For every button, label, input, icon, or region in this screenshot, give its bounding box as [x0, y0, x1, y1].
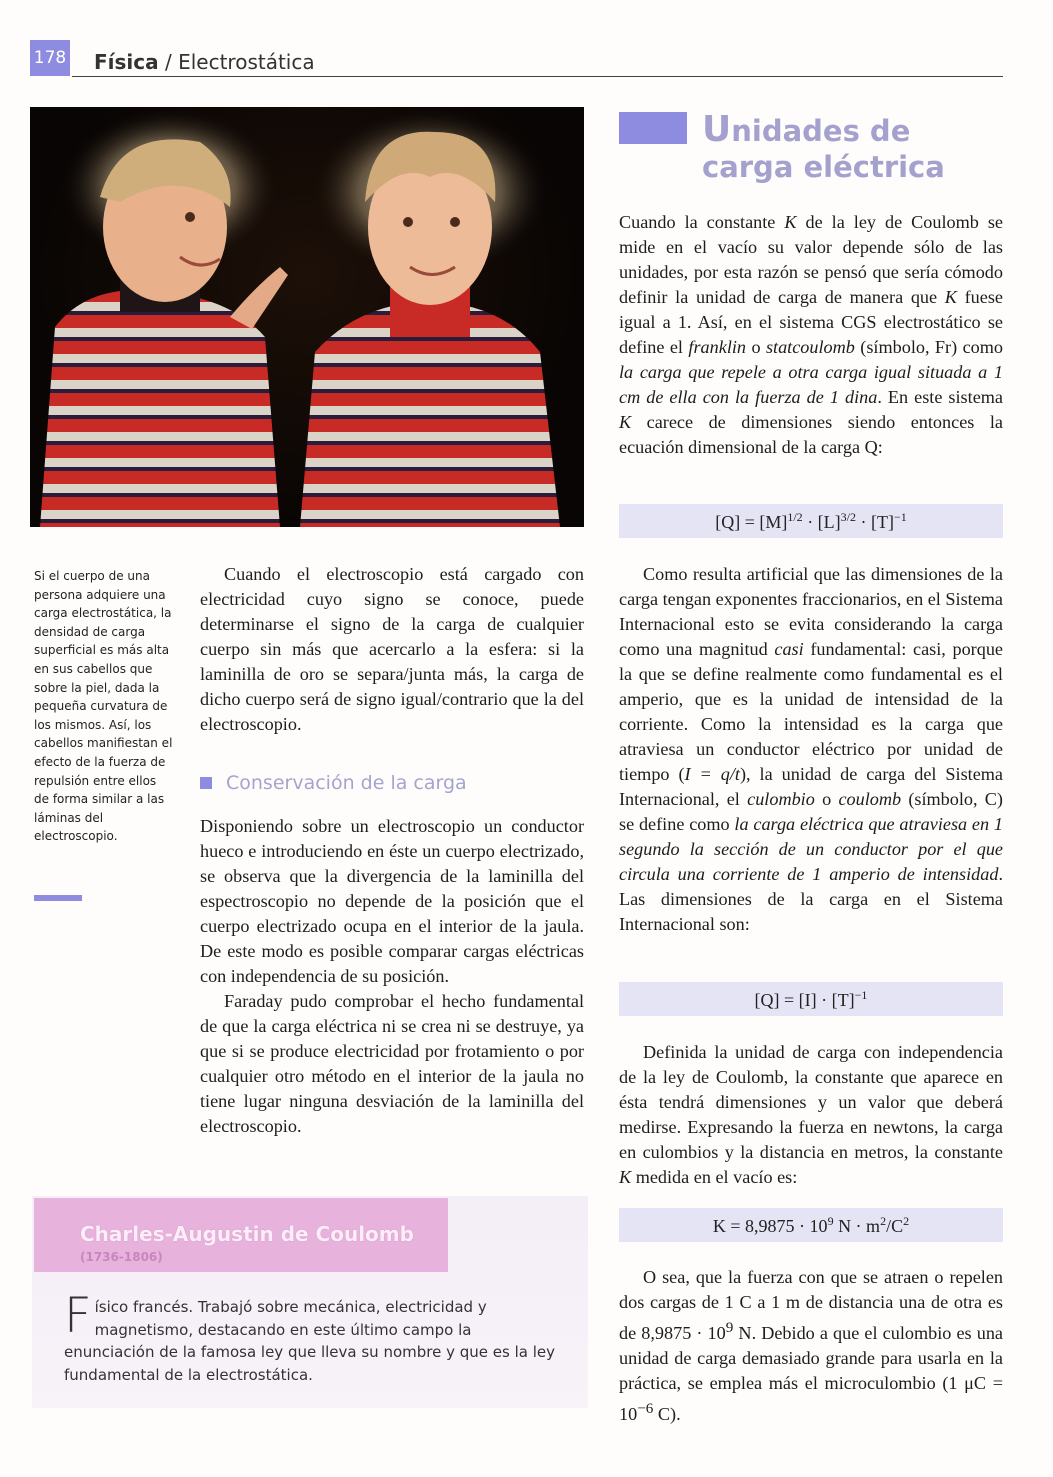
formula-1-text: $[Q] = [M]^{1/2} \cdot [L]^{3/2} \cdot [T]^{-1}$	[715, 509, 907, 532]
title-capital: U	[702, 109, 732, 150]
bio-body: ísico francés. Trabajó sobre mecánica, electricidad y magnetismo, destacando en este último campo la enunciación de la famosa ley que lleva su nombre y que es la ley fundamental de la electrostática.	[64, 1298, 555, 1384]
subheading-conservacion	[200, 772, 467, 794]
right-paragraph-3	[619, 1040, 1003, 1190]
definition-franklin: la carga que repele a otra carga igual situada a 1 cm de ella con la fuerza de 1 dina	[619, 362, 1003, 407]
header-chapter: Electrostática	[178, 50, 315, 74]
text: ), la unidad de carga del Sistema Internacional, el	[619, 764, 1003, 809]
term-casi: casi	[774, 639, 804, 659]
text: o	[746, 337, 766, 357]
exponent: 9	[725, 1319, 734, 1336]
sidenote-accent-bar	[34, 895, 82, 901]
var-k: K	[619, 412, 632, 432]
var-k: K	[944, 287, 957, 307]
middle-paragraph-1: Cuando el electroscopio está cargado con electricidad cuyo signo se conoce, puede determinarse el signo de la carga de cualquier cuerpo sin más que acercarlo a la esfera: si la laminilla de oro se separa/junta más, la carga de dicho cuerpo será de signo igual/contrario que la del electroscopio.	[200, 564, 584, 734]
text: . Las dimensiones de la carga en el Sistema Internacional son:	[619, 864, 1003, 934]
text: de la ley de Coulomb se mide en el vacío su valor depende sólo de las unidades, por esta razón se pensó que sería cómodo definir la unidad de carga de manera que	[619, 212, 1003, 307]
formula-cgs-dimensions	[619, 504, 1003, 538]
header-rule	[72, 76, 1003, 77]
middle-column	[200, 562, 584, 737]
bio-dropcap: F	[64, 1288, 92, 1344]
formula-coulomb-constant	[619, 1208, 1003, 1242]
subheading-square-icon	[200, 777, 212, 789]
title-line-2: carga eléctrica	[702, 150, 945, 184]
page-number: 178	[30, 40, 70, 76]
text: medida en el vacío es:	[631, 1167, 798, 1187]
text: (símbolo, C) se define como	[619, 789, 1003, 834]
photo-children-static-hair	[30, 107, 584, 527]
formula-inline: I = q/t	[684, 764, 740, 784]
header-subject: Física	[94, 50, 159, 74]
text: o	[814, 789, 839, 809]
section-title	[702, 109, 945, 185]
right-paragraph-4	[619, 1265, 1003, 1427]
text: . En este sistema	[877, 387, 1003, 407]
right-paragraph-2	[619, 562, 1003, 937]
header-separator: /	[158, 50, 179, 74]
middle-paragraph-3: Faraday pudo comprobar el hecho fundamental de que la carga eléctrica ni se crea ni se destruye, ya que si se produce electricidad por frotamiento o por cualquier otro método en el interior de la jaula no tiene lugar ninguna desviación de la laminilla del electroscopio.	[200, 991, 584, 1136]
text: fuese igual a 1. Así, en el sistema CGS electrostático se define el	[619, 287, 1003, 357]
text: Cuando la constante	[619, 212, 785, 232]
middle-column-lower	[200, 814, 584, 1139]
text: (símbolo, Fr) como	[854, 337, 1003, 357]
text: carece de dimensiones siendo entonces la ecuación dimensional de la carga Q:	[619, 412, 1003, 457]
middle-paragraph-2: Disponiendo sobre un electroscopio un conductor hueco e introduciendo en éste un cuerpo electrizado, se observa que la divergencia de la laminilla del espectroscopio no depende de la posición que el cuerpo electrizado ocupa en el interior de la jaula. De este modo es posible comparar cargas eléctricas con independencia de su posición.	[200, 816, 584, 986]
var-k: K	[619, 1167, 632, 1187]
subheading-text: Conservación de la carga	[226, 772, 467, 794]
text: O sea, que la fuerza con que se atraen o repelen dos cargas de 1 C a 1 m de distancia una de otra es de 8,9875 · 10	[619, 1267, 1003, 1344]
running-header	[94, 50, 315, 74]
title-rest: nidades de	[731, 114, 911, 148]
text: Definida la unidad de carga con independencia de la ley de Coulomb, la constante que aparece en ésta tendrá dimensiones y un valor que deberá medirse. Expresando la fuerza en newtons, la carga en culombios y la distancia en metros, la constante	[619, 1042, 1003, 1162]
right-paragraph-1	[619, 210, 1003, 460]
term-culombio: culombio	[747, 789, 815, 809]
term-franklin: franklin	[688, 337, 747, 357]
exponent: −6	[637, 1400, 654, 1418]
photo-illustration	[30, 107, 584, 527]
formula-si-dimensions	[619, 982, 1003, 1016]
section-accent-bar	[619, 112, 687, 144]
formula-3-text: $K = 8,9875 \cdot 10^9$ $N \cdot m^2/C^2$	[712, 1213, 910, 1236]
term-coulomb: coulomb	[838, 789, 902, 809]
bio-text	[64, 1288, 558, 1386]
definition-coulomb: la carga eléctrica que atraviesa en 1 segundo la sección de un conductor por el que circula una corriente de 1 amperio de intensidad	[619, 814, 1003, 884]
text: fundamental: casi, porque la que se define realmente como fundamental es el amperio, que es la unidad de intensidad de la corriente. Como la intensidad es la carga que atraviesa un conductor eléctrico por unidad de tiempo (	[619, 639, 1003, 784]
text: C).	[653, 1404, 681, 1425]
bio-name: Charles-Augustin de Coulomb	[80, 1222, 414, 1246]
text: N. Debido a que el culombio es una unidad de carga demasiado grande para usarla en la práctica, se emplea más el microculombio (1 μC = 10	[619, 1323, 1003, 1425]
term-statcoulomb: statcoulomb	[765, 337, 855, 357]
text: Como resulta artificial que las dimensiones de la carga tengan exponentes fraccionarios, en el Sistema Internacional esto se evita considerando la carga como una magnitud	[619, 564, 1003, 659]
var-k: K	[784, 212, 797, 232]
sidenote-caption: Si el cuerpo de una persona adquiere una carga electrostática, la densidad de carga superficial es más alta en sus cabellos que sobre la piel, dada la pequeña curvatura de los mismos. Así, los cabellos manifiestan el efecto de la fuerza de repulsión entre ellos de forma similar a las láminas del electroscopio.	[34, 569, 173, 844]
bio-years: (1736-1806)	[80, 1250, 163, 1264]
formula-2-text: $[Q] = [I] \cdot [T]^{-1}$	[754, 987, 868, 1010]
